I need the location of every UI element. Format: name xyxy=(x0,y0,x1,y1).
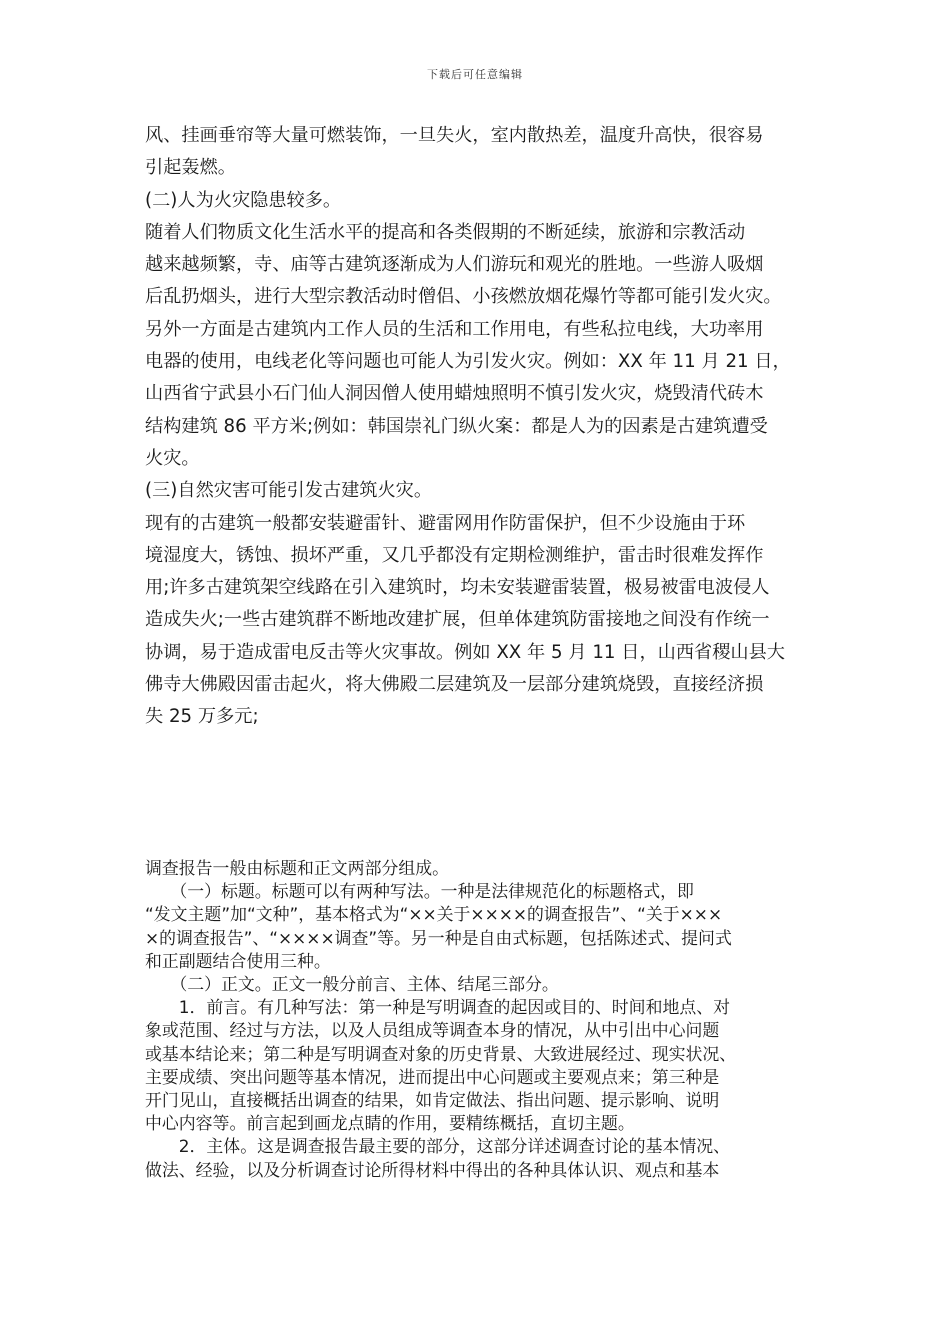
paragraph-line: （一）标题。标题可以有两种写法。一种是法律规范化的标题格式，即 xyxy=(145,881,694,902)
paragraph-line: （二）正文。正文一般分前言、主体、结尾三部分。 xyxy=(145,974,559,995)
paragraph-line: 结构建筑 86 平方米;例如：韩国崇礼门纵火案：都是人为的因素是古建筑遭受 xyxy=(145,415,768,437)
paragraph-line: 或基本结论来；第二种是写明调查对象的历史背景、大致进展经过、现实状况、 xyxy=(145,1043,737,1064)
paragraph-line: 1．前言。有几种写法：第一种是写明调查的起因或目的、时间和地点、对 xyxy=(145,997,731,1018)
paragraph-line: 引起轰燃。 xyxy=(145,157,236,179)
paragraph-line: 风、挂画垂帘等大量可燃装饰，一旦失火，室内散热差，温度升高快，很容易 xyxy=(145,125,764,146)
paragraph-line: 失 25 万多元; xyxy=(145,706,259,728)
subheading-human-hazards: (二)人为火灾隐患较多。 xyxy=(145,189,342,211)
paragraph-line: 境湿度大，锈蚀、损坏严重，又几乎都没有定期检测维护，雷击时很难发挥作 xyxy=(145,544,764,566)
paragraph-line: 现有的古建筑一般都安装避雷针、避雷网用作防雷保护，但不少设施由于环 xyxy=(145,512,746,534)
paragraph-line: 佛寺大佛殿因雷击起火，将大佛殿二层建筑及一层部分建筑烧毁，直接经济损 xyxy=(145,674,764,696)
paragraph-line: 2．主体。这是调查报告最主要的部分，这部分详述调查讨论的基本情况、 xyxy=(145,1136,731,1157)
paragraph-line: 山西省宁武县小石门仙人洞因僧人使用蜡烛照明不慎引发火灾，烧毁清代砖木 xyxy=(145,383,764,405)
paragraph-line: 中心内容等。前言起到画龙点睛的作用，要精练概括，直切主题。 xyxy=(145,1113,635,1134)
paragraph-line: 越来越频繁，寺、庙等古建筑逐渐成为人们游玩和观光的胜地。一些游人吸烟 xyxy=(145,254,764,276)
paragraph-line: 用;许多古建筑架空线路在引入建筑时，均未安装避雷装置，极易被雷电波侵人 xyxy=(145,577,770,599)
paragraph-line: 开门见山，直接概括出调查的结果，如肯定做法、指出问题、提示影响、说明 xyxy=(145,1090,720,1111)
paragraph-line: 象或范围、经过与方法，以及人员组成等调查本身的情况，从中引出中心问题 xyxy=(145,1020,720,1041)
paragraph-line: 后乱扔烟头，进行大型宗教活动时僧侣、小孩燃放烟花爆竹等都可能引发火灾。 xyxy=(145,286,782,308)
paragraph-line: 调查报告一般由标题和正文两部分组成。 xyxy=(145,858,450,878)
paragraph-line: 火灾。 xyxy=(145,447,200,469)
paragraph-line: 另外一方面是古建筑内工作人员的生活和工作用电，有些私拉电线，大功率用 xyxy=(145,318,764,340)
body-section-fire-hazards xyxy=(145,120,810,734)
paragraph-line: 主要成绩、突出问题等基本情况，进而提出中心问题或主要观点来；第三种是 xyxy=(145,1066,720,1087)
paragraph-line: 电器的使用，电线老化等问题也可能人为引发火灾。例如：XX 年 11 月 21 日， xyxy=(145,351,791,373)
paragraph-line: “发文主题”加“文种”，基本格式为“××关于××××的调查报告”、“关于××× xyxy=(145,904,723,925)
paragraph-line: ×的调查报告”、“××××调查”等。另一种是自由式标题，包括陈述式、提问式 xyxy=(145,927,732,948)
page-header: 下载后可任意编辑 xyxy=(427,68,523,81)
paragraph-line: 做法、经验，以及分析调查讨论所得材料中得出的各种具体认识、观点和基本 xyxy=(145,1159,720,1180)
paragraph-line: 造成失火;一些古建筑群不断地改建扩展，但单体建筑防雷接地之间没有作统一 xyxy=(145,609,770,631)
body-section-report-structure xyxy=(145,857,810,1182)
paragraph-line: 随着人们物质文化生活水平的提高和各类假期的不断延续，旅游和宗教活动 xyxy=(145,221,746,243)
subheading-natural-disasters: (三)自然灾害可能引发古建筑火灾。 xyxy=(145,480,433,502)
paragraph-line: 和正副题结合使用三种。 xyxy=(145,950,331,971)
paragraph-line: 协调，易于造成雷电反击等火灾事故。例如 XX 年 5 月 11 日，山西省稷山县大 xyxy=(145,641,785,663)
